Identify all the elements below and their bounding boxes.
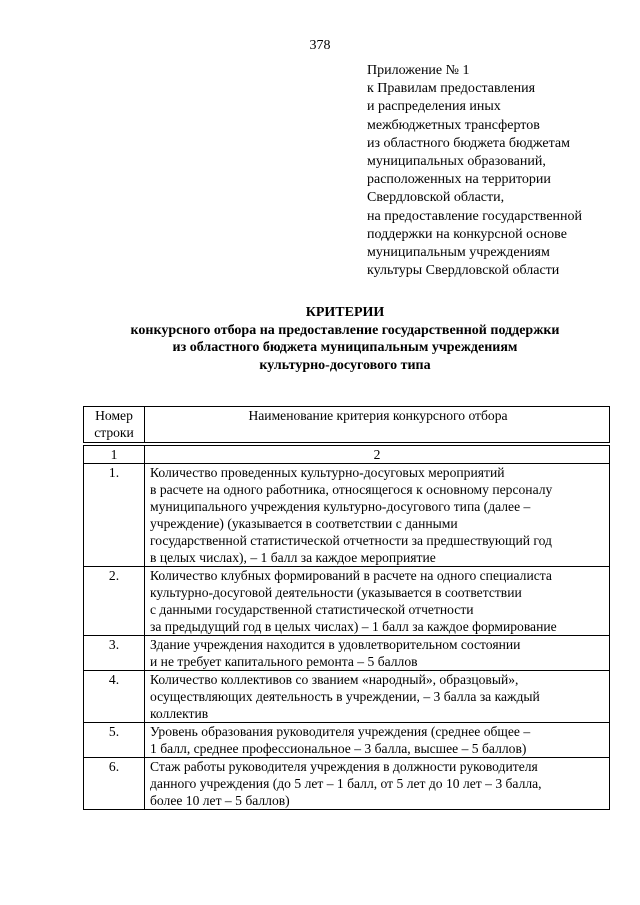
appendix-line: муниципальных образований, (367, 154, 546, 170)
criterion-line: Количество проведенных культурно-досуговых мероприятий (150, 465, 505, 480)
appendix-line: межбюджетных трансфертов (367, 117, 540, 133)
title-line: из областного бюджета муниципальным учреждениям (172, 340, 518, 355)
criterion-line: муниципального учреждения культурно-досугового типа (далее – (150, 499, 531, 514)
index-name-cell: 2 (145, 446, 610, 464)
criterion-line: и не требует капитального ремонта – 5 баллов (150, 654, 418, 669)
table-row (84, 671, 610, 723)
header-number-cell (84, 407, 145, 443)
appendix-line: муниципальным учреждениям (367, 245, 550, 261)
criterion-line: осуществляющих деятельность в учреждении, – 3 балла за каждый (150, 689, 540, 704)
row-number: 3. (84, 636, 145, 671)
appendix-line: и распределения иных (367, 99, 501, 115)
appendix-line: на предоставление государственной (367, 208, 583, 224)
criterion-line: Здание учреждения находится в удовлетворительном состоянии (150, 637, 521, 652)
row-criterion (145, 464, 610, 567)
row-number: 5. (84, 723, 145, 758)
table-row (84, 758, 610, 810)
header-number-line: Номер (95, 408, 133, 423)
row-criterion (145, 636, 610, 671)
appendix-line: из областного бюджета бюджетам (367, 135, 570, 151)
table-index-row (84, 446, 610, 464)
document-title (60, 304, 630, 374)
row-number: 4. (84, 671, 145, 723)
table-row (84, 567, 610, 636)
table-row (84, 723, 610, 758)
header-name-cell (145, 407, 610, 443)
table-row (84, 464, 610, 567)
row-criterion (145, 567, 610, 636)
criterion-line: в целых числах), – 1 балл за каждое мероприятие (150, 550, 436, 565)
page-number: 378 (309, 38, 331, 53)
criterion-line: Количество клубных формирований в расчете на одного специалиста (150, 568, 552, 583)
table-header-row (84, 407, 610, 443)
row-criterion (145, 671, 610, 723)
criterion-line: за предыдущий год в целых числах) – 1 балл за каждое формирование (150, 619, 557, 634)
title-heading: КРИТЕРИИ (305, 305, 385, 320)
criteria-table (83, 406, 610, 810)
criterion-line: с данными государственной статистической отчетности (150, 602, 474, 617)
criterion-line: Количество коллективов со званием «народный», образцовый», (150, 672, 519, 687)
row-criterion (145, 758, 610, 810)
title-line: культурно-досугового типа (259, 357, 431, 373)
row-criterion (145, 723, 610, 758)
title-line: конкурсного отбора на предоставление государственной поддержки (130, 322, 560, 338)
criterion-line: коллектив (150, 706, 209, 721)
header-number-line: строки (94, 425, 134, 440)
criterion-line: более 10 лет – 5 баллов) (150, 793, 290, 808)
appendix-line: поддержки на конкурсной основе (367, 226, 567, 242)
criterion-line: учреждение) (указывается в соответствии с данными (150, 516, 458, 531)
appendix-line: расположенных на территории (367, 172, 551, 188)
appendix-line: к Правилам предоставления (367, 81, 536, 97)
criterion-line: Стаж работы руководителя учреждения в должности руководителя (150, 759, 538, 774)
criterion-line: культурно-досуговой деятельности (указывается в соответствии (150, 585, 522, 600)
criterion-line: данного учреждения (до 5 лет – 1 балл, от 5 лет до 10 лет – 3 балла, (150, 776, 542, 791)
header-name-text: Наименование критерия конкурсного отбора (248, 408, 508, 423)
appendix-line: Свердловской области, (367, 190, 505, 206)
appendix-line: культуры Свердловской области (367, 263, 560, 279)
row-number: 2. (84, 567, 145, 636)
criterion-line: 1 балл, среднее профессиональное – 3 балла, высшее – 5 баллов) (150, 741, 527, 756)
criterion-line: государственной статистической отчетности за предшествующий год (150, 533, 552, 548)
criterion-line: в расчете на одного работника, относящегося к основному персоналу (150, 482, 553, 497)
appendix-note (367, 62, 632, 280)
index-number-cell: 1 (84, 446, 145, 464)
row-number: 1. (84, 464, 145, 567)
appendix-line: Приложение № 1 (367, 63, 470, 78)
table-row (84, 636, 610, 671)
criterion-line: Уровень образования руководителя учреждения (среднее общее – (150, 724, 531, 739)
row-number: 6. (84, 758, 145, 810)
